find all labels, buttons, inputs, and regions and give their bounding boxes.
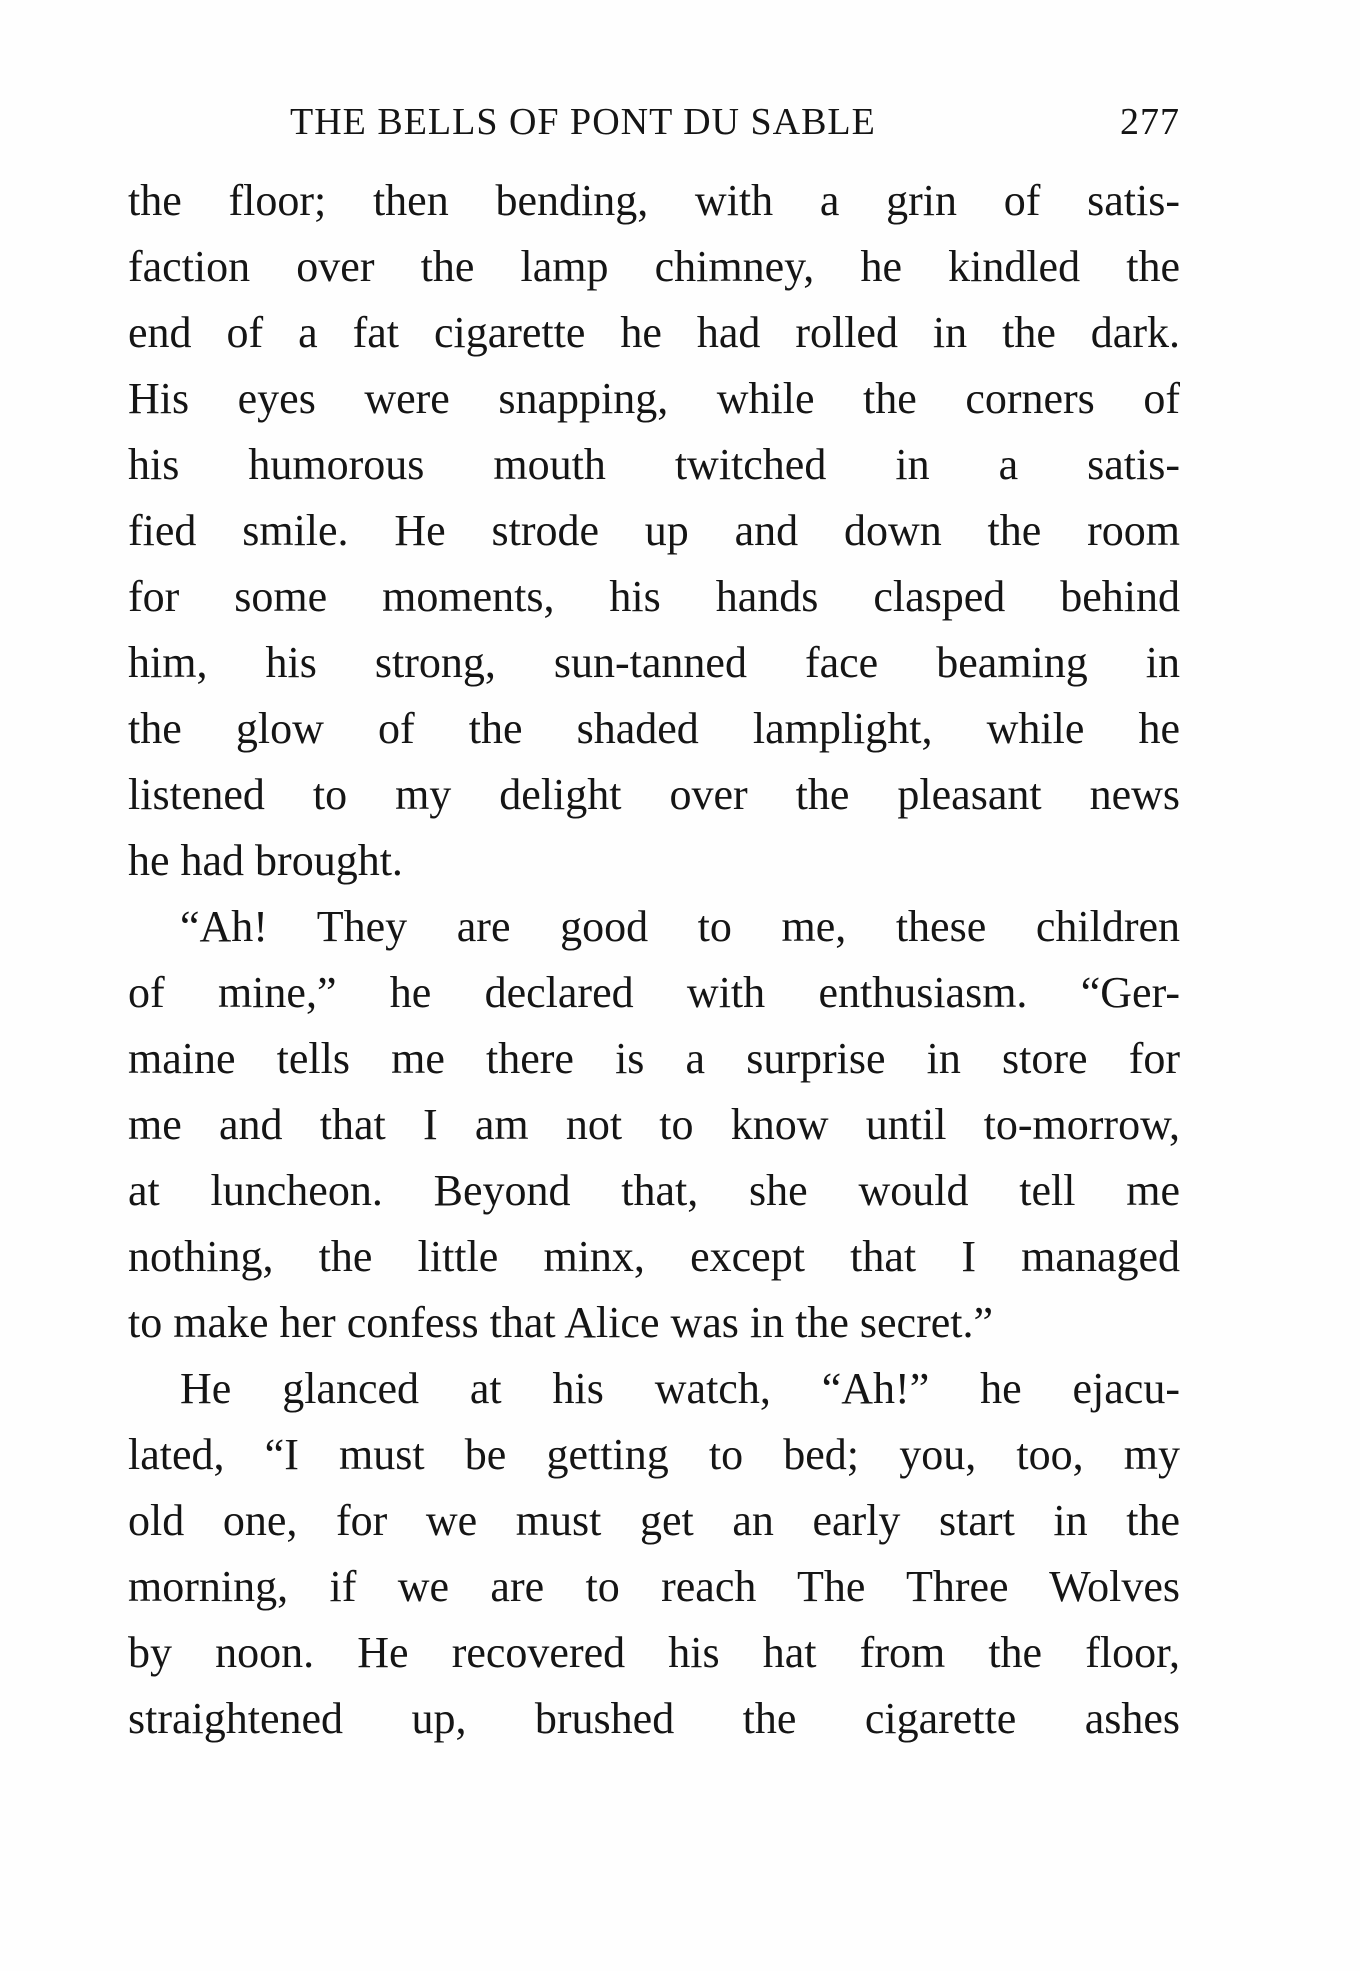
text-line: maine tells me there is a surprise in store for bbox=[128, 1034, 1180, 1083]
text-line: the floor; then bending, with a grin of satis- bbox=[128, 176, 1180, 225]
text-line: morning, if we are to reach The Three Wolves bbox=[128, 1562, 1180, 1611]
text-line: old one, for we must get an early start in the bbox=[128, 1496, 1180, 1545]
text-line: to make her confess that Alice was in the secret.” bbox=[128, 1298, 994, 1347]
paragraph bbox=[128, 1356, 1180, 1752]
text-line: he had brought. bbox=[128, 836, 403, 885]
body-text bbox=[128, 168, 1180, 1752]
text-line: of mine,” he declared with enthusiasm. “Ger- bbox=[128, 968, 1180, 1017]
text-line: at luncheon. Beyond that, she would tell me bbox=[128, 1166, 1180, 1215]
text-line: the glow of the shaded lamplight, while he bbox=[128, 704, 1180, 753]
text-line: fied smile. He strode up and down the room bbox=[128, 506, 1180, 555]
text-line: straightened up, brushed the cigarette ashes bbox=[128, 1694, 1180, 1743]
text-line: end of a fat cigarette he had rolled in the dark. bbox=[128, 308, 1180, 357]
page-number: 277 bbox=[1120, 101, 1180, 143]
text-line: His eyes were snapping, while the corners of bbox=[128, 374, 1180, 423]
text-line: his humorous mouth twitched in a satis- bbox=[128, 440, 1180, 489]
text-line: He glanced at his watch, “Ah!” he ejacu- bbox=[180, 1364, 1180, 1413]
text-line: faction over the lamp chimney, he kindled the bbox=[128, 242, 1180, 291]
running-head bbox=[290, 100, 1180, 150]
text-line: me and that I am not to know until to-morrow, bbox=[128, 1100, 1180, 1149]
paragraph bbox=[128, 894, 1180, 1356]
text-line: by noon. He recovered his hat from the floor, bbox=[128, 1628, 1180, 1677]
running-title: THE BELLS OF PONT DU SABLE bbox=[290, 101, 876, 143]
text-line: listened to my delight over the pleasant news bbox=[128, 770, 1180, 819]
text-line: him, his strong, sun-tanned face beaming in bbox=[128, 638, 1180, 687]
text-line: “Ah! They are good to me, these children bbox=[180, 902, 1180, 951]
text-line: nothing, the little minx, except that I managed bbox=[128, 1232, 1180, 1281]
text-line: for some moments, his hands clasped behind bbox=[128, 572, 1180, 621]
paragraph bbox=[128, 168, 1180, 894]
text-line: lated, “I must be getting to bed; you, too, my bbox=[128, 1430, 1180, 1479]
